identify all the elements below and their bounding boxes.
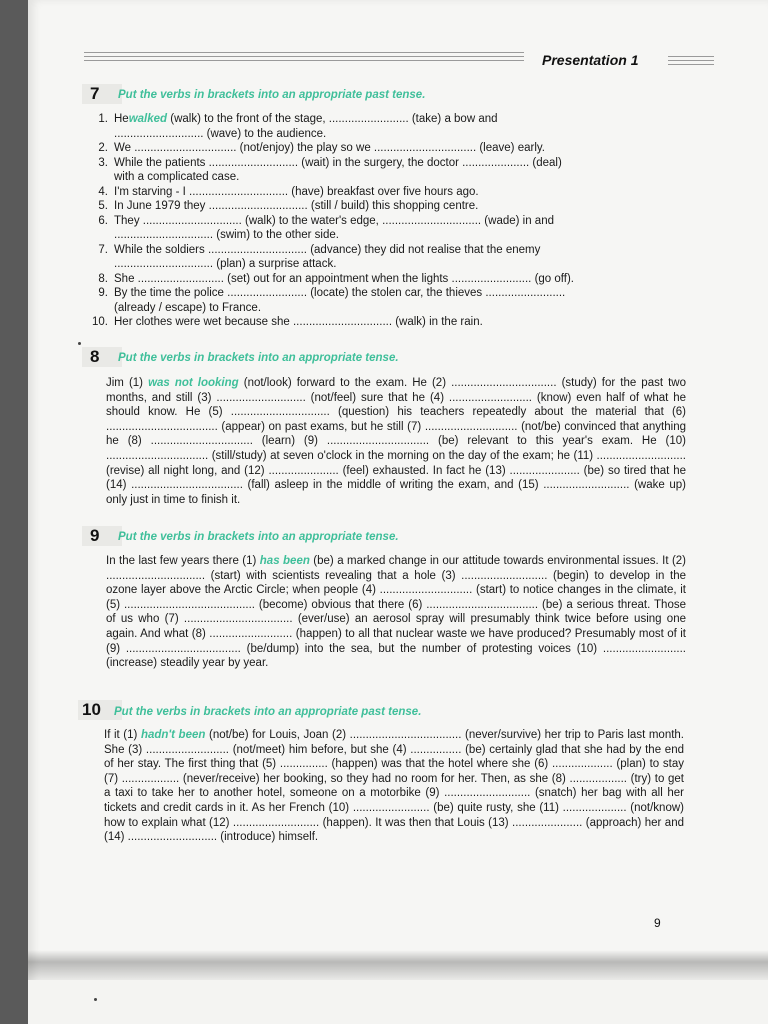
exercise-8-instruction: Put the verbs in brackets into an appropriate tense. bbox=[118, 352, 399, 364]
list-item bbox=[86, 214, 686, 229]
item-text-start: He bbox=[114, 113, 129, 125]
item-text-start: ............................ (wave) to the audience. bbox=[114, 127, 327, 140]
item-number: 1. bbox=[98, 113, 108, 125]
item-number: 8. bbox=[98, 272, 108, 285]
item-number bbox=[86, 301, 114, 316]
section-title: Presentation 1 bbox=[542, 52, 639, 68]
item-number: 2. bbox=[98, 142, 108, 154]
scan-margin bbox=[28, 980, 768, 1024]
item-text-start: While the soldiers ............................... (advance) they did not realise that the enemy bbox=[114, 243, 541, 256]
item-number bbox=[86, 127, 114, 142]
item-number: 7. bbox=[98, 243, 108, 256]
item-number: 10. bbox=[92, 316, 108, 328]
item-number bbox=[86, 170, 114, 185]
item-text bbox=[114, 170, 686, 185]
exercise-9-answer: has been bbox=[259, 555, 310, 567]
exercise-8-text bbox=[106, 376, 686, 507]
list-item bbox=[86, 185, 686, 200]
exercise-10-number: 10 bbox=[82, 700, 101, 719]
exercise-10-text bbox=[104, 728, 684, 845]
item-text-start: She ........................... (set) out for an appointment when the lights ......................... (go off). bbox=[114, 272, 574, 285]
exercise-7-items bbox=[86, 112, 686, 330]
item-number: 4. bbox=[98, 185, 108, 198]
item-text-start: (already / escape) to France. bbox=[114, 301, 262, 314]
list-item bbox=[86, 156, 686, 171]
item-text-start: In June 1979 they ............................... (still / build) this shopping centre. bbox=[114, 200, 479, 212]
list-item bbox=[86, 272, 686, 287]
item-number: 5. bbox=[98, 200, 108, 212]
item-text-start: ............................... (plan) a surprise attack. bbox=[114, 258, 337, 270]
page-number: 9 bbox=[654, 916, 661, 930]
item-text bbox=[114, 214, 686, 229]
item-text bbox=[114, 141, 686, 156]
item-text-start: I'm starving - I ............................... (have) breakfast over five hours ago. bbox=[114, 185, 479, 198]
item-text bbox=[114, 112, 686, 127]
exercise-7-number: 7 bbox=[90, 84, 100, 103]
item-text bbox=[114, 243, 686, 258]
exercise-7-instruction: Put the verbs in brackets into an appropriate past tense. bbox=[118, 89, 426, 101]
list-item bbox=[86, 170, 686, 185]
list-item bbox=[86, 286, 686, 301]
list-item bbox=[86, 141, 686, 156]
list-item bbox=[86, 257, 686, 272]
header-rule-right bbox=[668, 56, 714, 68]
item-text bbox=[114, 199, 686, 214]
exercise-number-box bbox=[82, 526, 122, 546]
list-item bbox=[86, 127, 686, 142]
stray-mark bbox=[78, 342, 81, 345]
item-text bbox=[114, 228, 686, 243]
item-text-start: While the patients ............................ (wait) in the surgery, the doctor ..................... (deal) bbox=[114, 156, 562, 169]
exercise-8-text-rest: (not/look) forward to the exam. He (2) ................................. (study) for the past two months, and still (3) ............................ (not/feel) sure that he (4) .......................... (know) even half of what he should know. He (5) ............................... (question) his teachers repeatedly about the material that (6) ................................... (appear) on past exams, but he still (7) ............................. (not/be) convinced that anything he (8) ................................ (learn) (9) ................................ (be) relevant to this year's exam. He (10) ................................ (still/study) at seven o'clock in the morning on the day of the exam; he (11) ............................ (revise) all night long, and (12) ...................... (feel) exhausted. In fact he (13) ...................... (be) so tired that he (14) ................................... (fall) asleep in the middle of writing the exam, and (15) ........................... (wake up) only just in time to finish it. bbox=[106, 377, 686, 506]
exercise-9-text-rest: (be) a marked change in our attitude towards environmental issues. It (2) ............................... (start) with scientists revealing that a hole (3) ........................... (begin) to develop in the ozone layer above the Arctic Circle; when people (4) ............................. (start) to notice changes in the climate, it (5) ......................................... (become) obvious that there (6) ................................... (be) a serious threat. Those of us who (7) .................................. (ever/use) an aerosol spray will presumably think twice before using one again. And what (8) .......................... (happen) to all that nuclear waste we have produced? Presumably most of it (9) .................................... (be/dump) into the sea, but the number of protesting voices (10) .......................... (increase) steadily year by year. bbox=[106, 555, 687, 670]
list-item bbox=[86, 199, 686, 214]
list-item bbox=[86, 301, 686, 316]
item-text bbox=[114, 156, 686, 171]
item-text bbox=[114, 315, 686, 330]
exercise-9-text bbox=[106, 554, 686, 671]
item-number bbox=[86, 228, 114, 243]
exercise-9-text-start: In the last few years there (1) bbox=[106, 555, 260, 567]
item-text bbox=[114, 257, 686, 272]
exercise-10-text-start: If it (1) bbox=[104, 729, 141, 741]
scan-shadow bbox=[28, 950, 768, 980]
exercise-10-answer: hadn't been bbox=[140, 729, 206, 741]
list-item bbox=[86, 315, 686, 330]
stray-mark bbox=[94, 998, 97, 1001]
list-item bbox=[86, 228, 686, 243]
exercise-number-box bbox=[82, 347, 122, 367]
exercise-9-number: 9 bbox=[90, 526, 100, 545]
item-text-start: We ................................ (not/enjoy) the play so we ................................ (leave) early. bbox=[114, 142, 545, 154]
list-item bbox=[86, 112, 686, 127]
item-text bbox=[114, 127, 686, 142]
header-rule-left bbox=[84, 52, 524, 64]
exercise-10-text-rest: (not/be) for Louis, Joan (2) ................................... (never/survive) her trip to Paris last month. She (3) .......................... (not/meet) him before, but she (4) ................ (be) certainly glad that she had by the end of her stay. The first thing that (5) ............... (happen) was that the hotel where she (6) ................... (plan) to stay (7) .................. (never/receive) her booking, so they had no room for her. Then, as she (8) .................. (try) to get a taxi to take her to another hotel, someone on a motorbike (9) ........................... (snatch) her bag with all her tickets and credit cards in it. As her French (10) ........................ (be) quite rusty, she (11) .................... (not/know) how to explain what (12) ........................... (happen). It was then that Louis (13) ...................... (approach) her and (14) ............................ (introduce) himself. bbox=[104, 729, 684, 844]
item-text bbox=[114, 301, 686, 316]
exercise-9-instruction: Put the verbs in brackets into an appropriate tense. bbox=[118, 531, 399, 543]
exercise-8-text-start: Jim (1) bbox=[106, 377, 149, 389]
item-text-start: ............................... (swim) to the other side. bbox=[114, 229, 339, 241]
item-number: 3. bbox=[98, 156, 108, 169]
exercise-8-number: 8 bbox=[90, 347, 100, 366]
item-number: 6. bbox=[98, 214, 108, 227]
textbook-page bbox=[28, 0, 768, 1024]
item-text-start: They ............................... (walk) to the water's edge, ............................... (wade) in and bbox=[114, 214, 554, 227]
item-number bbox=[86, 257, 114, 272]
exercise-number-box bbox=[82, 84, 122, 104]
list-item bbox=[86, 243, 686, 258]
item-text-start: with a complicated case. bbox=[114, 171, 240, 183]
item-text bbox=[114, 272, 686, 287]
exercise-8-answer: was not looking bbox=[148, 377, 239, 389]
item-text-start: By the time the police ......................... (locate) the stolen car, the thieves ......................... bbox=[114, 287, 566, 299]
exercise-10-instruction: Put the verbs in brackets into an appropriate past tense. bbox=[114, 706, 422, 718]
item-number: 9. bbox=[98, 287, 108, 299]
item-text bbox=[114, 286, 686, 301]
item-text-rest: (walk) to the front of the stage, ......................... (take) a bow and bbox=[167, 113, 498, 125]
item-text bbox=[114, 185, 686, 200]
item-answer: walked bbox=[128, 113, 168, 125]
item-text-start: Her clothes were wet because she ............................... (walk) in the rain. bbox=[114, 316, 483, 328]
